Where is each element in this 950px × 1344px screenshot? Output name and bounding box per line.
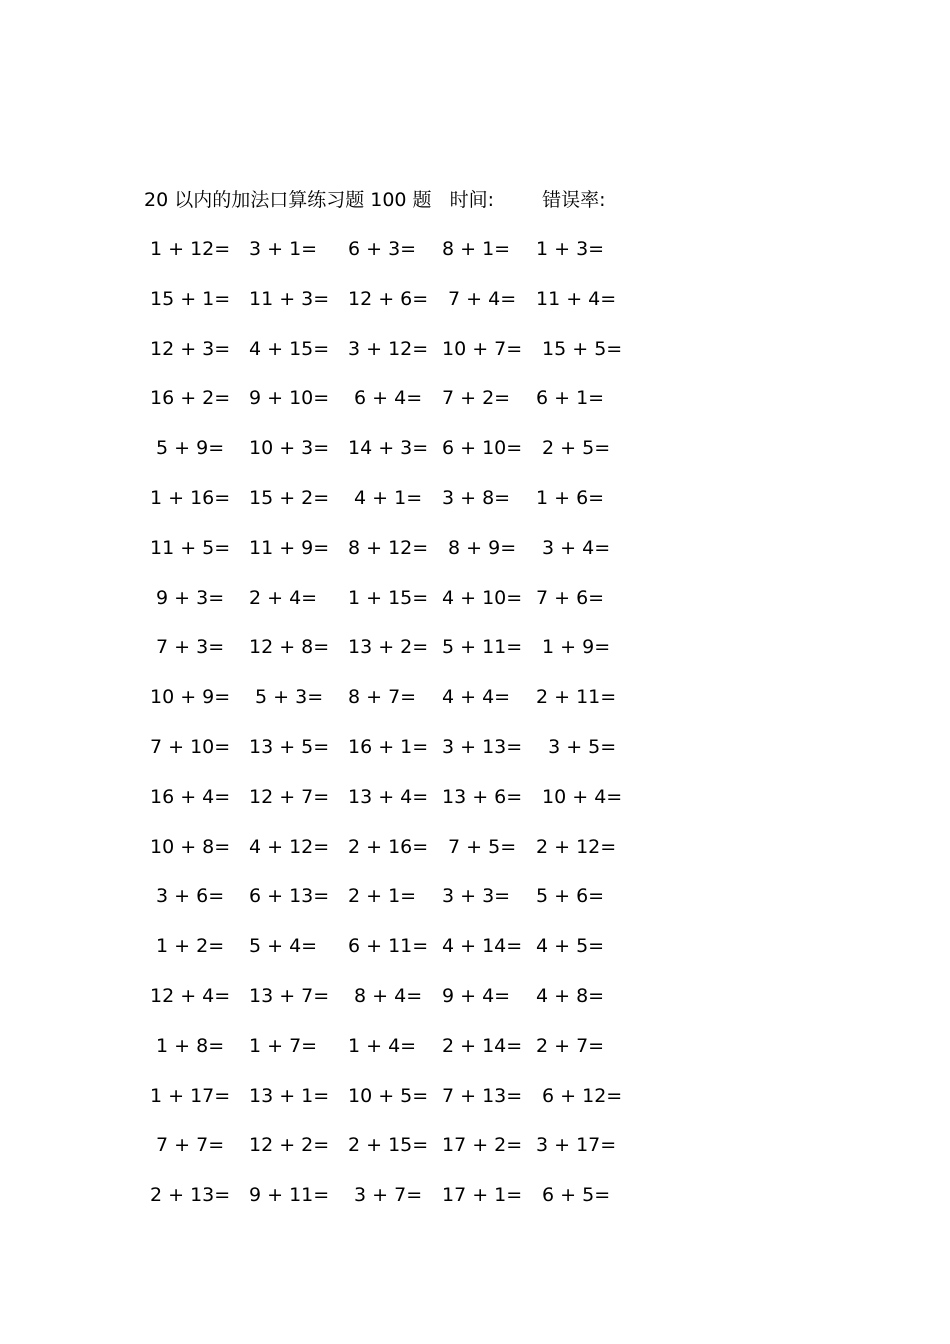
addition-problem: 3 + 6=: [150, 885, 225, 908]
addition-problem: 7 + 5=: [442, 835, 517, 858]
addition-problem: 2 + 11=: [536, 686, 617, 709]
addition-problem: 12 + 7=: [249, 785, 330, 808]
problem-row: [150, 334, 650, 384]
problem-row: [150, 682, 650, 732]
addition-problem: 8 + 7=: [348, 686, 417, 709]
addition-problem: 10 + 7=: [442, 337, 523, 360]
addition-problem: 1 + 7=: [249, 1034, 318, 1057]
addition-problem: 8 + 4=: [348, 984, 423, 1007]
addition-problem: 5 + 6=: [536, 885, 605, 908]
addition-problem: 1 + 16=: [150, 486, 231, 509]
addition-problem: 3 + 12=: [348, 337, 429, 360]
problem-row: [150, 632, 650, 682]
addition-problem: 10 + 8=: [150, 835, 231, 858]
worksheet-header: [144, 186, 605, 214]
addition-problem: 4 + 8=: [536, 984, 605, 1007]
addition-problem: 4 + 12=: [249, 835, 330, 858]
problem-row: [150, 234, 650, 284]
addition-problem: 5 + 4=: [249, 935, 318, 958]
addition-problem: 4 + 4=: [442, 686, 511, 709]
addition-problem: 7 + 10=: [150, 735, 231, 758]
addition-problem: 8 + 9=: [442, 536, 517, 559]
addition-problem: 4 + 5=: [536, 935, 605, 958]
addition-problem: 1 + 4=: [348, 1034, 417, 1057]
addition-problem: 4 + 14=: [442, 935, 523, 958]
addition-problem: 13 + 5=: [249, 735, 330, 758]
problem-row: [150, 483, 650, 533]
addition-problem: 1 + 2=: [150, 935, 225, 958]
addition-problem: 1 + 15=: [348, 586, 429, 609]
addition-problem: 2 + 5=: [536, 437, 611, 460]
problem-row: [150, 981, 650, 1031]
addition-problem: 9 + 10=: [249, 387, 330, 410]
addition-problem: 1 + 12=: [150, 238, 231, 260]
problem-row: [150, 881, 650, 931]
addition-problem: 16 + 4=: [150, 785, 231, 808]
addition-problem: 7 + 2=: [442, 387, 511, 410]
addition-problem: 3 + 13=: [442, 735, 523, 758]
addition-problem: 10 + 9=: [150, 686, 231, 709]
addition-problem: 16 + 2=: [150, 387, 231, 410]
addition-problem: 5 + 9=: [150, 437, 225, 460]
addition-problem: 3 + 5=: [536, 735, 617, 758]
addition-problem: 12 + 4=: [150, 984, 231, 1007]
problem-row: [150, 433, 650, 483]
addition-problem: 4 + 10=: [442, 586, 523, 609]
addition-problem: 4 + 1=: [348, 486, 423, 509]
addition-problem: 3 + 1=: [249, 238, 318, 260]
addition-problem: 6 + 12=: [536, 1084, 623, 1107]
time-label: 时间:: [449, 189, 495, 211]
addition-problem: 9 + 11=: [249, 1184, 330, 1207]
problem-row: [150, 931, 650, 981]
addition-problem: 9 + 3=: [150, 586, 225, 609]
addition-problem: 14 + 3=: [348, 437, 429, 460]
addition-problem: 11 + 3=: [249, 287, 330, 310]
addition-problem: 17 + 2=: [442, 1134, 523, 1157]
addition-problem: 16 + 1=: [348, 735, 429, 758]
addition-problem: 2 + 14=: [442, 1034, 523, 1057]
addition-problem: 12 + 8=: [249, 636, 330, 659]
problem-row: [150, 533, 650, 583]
addition-problem: 4 + 15=: [249, 337, 330, 360]
addition-problem: 2 + 16=: [348, 835, 429, 858]
addition-problem: 1 + 17=: [150, 1084, 231, 1107]
addition-problem: 2 + 13=: [150, 1184, 231, 1207]
addition-problem: 3 + 8=: [442, 486, 511, 509]
addition-problem: 11 + 5=: [150, 536, 231, 559]
addition-problem: 2 + 1=: [348, 885, 417, 908]
error-rate-label: 错误率:: [542, 189, 606, 211]
addition-problem: 12 + 6=: [348, 287, 429, 310]
problem-row: [150, 1081, 650, 1131]
addition-problem: 3 + 3=: [442, 885, 511, 908]
worksheet-title: 20 以内的加法口算练习题 100 题: [144, 189, 432, 211]
addition-problem: 17 + 1=: [442, 1184, 523, 1207]
addition-problem: 10 + 3=: [249, 437, 330, 460]
addition-problem: 1 + 3=: [536, 238, 605, 260]
addition-problem: 3 + 17=: [536, 1134, 617, 1157]
problem-row: [150, 383, 650, 433]
addition-problem: 15 + 5=: [536, 337, 623, 360]
addition-problem: 8 + 1=: [442, 238, 511, 260]
problem-row: [150, 1130, 650, 1180]
addition-problem: 13 + 6=: [442, 785, 523, 808]
problem-row: [150, 732, 650, 782]
addition-problem: 7 + 6=: [536, 586, 605, 609]
addition-problem: 12 + 2=: [249, 1134, 330, 1157]
addition-problem: 13 + 1=: [249, 1084, 330, 1107]
addition-problem: 10 + 5=: [348, 1084, 429, 1107]
addition-problem: 6 + 4=: [348, 387, 423, 410]
addition-problem: 5 + 3=: [249, 686, 324, 709]
addition-problem: 1 + 9=: [536, 636, 611, 659]
addition-problem: 13 + 7=: [249, 984, 330, 1007]
problem-row: [150, 1031, 650, 1081]
addition-problem: 7 + 13=: [442, 1084, 523, 1107]
addition-problem: 7 + 3=: [150, 636, 225, 659]
addition-problem: 1 + 6=: [536, 486, 605, 509]
addition-problem: 2 + 7=: [536, 1034, 605, 1057]
addition-problem: 15 + 1=: [150, 287, 231, 310]
problem-grid: [150, 234, 650, 1230]
problem-row: [150, 782, 650, 832]
addition-problem: 13 + 2=: [348, 636, 429, 659]
problem-row: [150, 284, 650, 334]
problem-row: [150, 583, 650, 633]
addition-problem: 6 + 5=: [536, 1184, 611, 1207]
problem-row: [150, 1180, 650, 1230]
addition-problem: 6 + 3=: [348, 238, 417, 260]
addition-problem: 2 + 12=: [536, 835, 617, 858]
addition-problem: 3 + 7=: [348, 1184, 423, 1207]
addition-problem: 6 + 1=: [536, 387, 605, 410]
addition-problem: 5 + 11=: [442, 636, 523, 659]
addition-problem: 6 + 10=: [442, 437, 523, 460]
addition-problem: 2 + 4=: [249, 586, 318, 609]
addition-problem: 7 + 7=: [150, 1134, 225, 1157]
problem-row: [150, 832, 650, 882]
addition-problem: 9 + 4=: [442, 984, 511, 1007]
addition-problem: 7 + 4=: [442, 287, 517, 310]
addition-problem: 11 + 9=: [249, 536, 330, 559]
addition-problem: 10 + 4=: [536, 785, 623, 808]
addition-problem: 13 + 4=: [348, 785, 429, 808]
addition-problem: 6 + 13=: [249, 885, 330, 908]
addition-problem: 12 + 3=: [150, 337, 231, 360]
addition-problem: 1 + 8=: [150, 1034, 225, 1057]
addition-problem: 11 + 4=: [536, 287, 617, 310]
addition-problem: 15 + 2=: [249, 486, 330, 509]
addition-problem: 2 + 15=: [348, 1134, 429, 1157]
addition-problem: 3 + 4=: [536, 536, 611, 559]
addition-problem: 8 + 12=: [348, 536, 429, 559]
addition-problem: 6 + 11=: [348, 935, 429, 958]
